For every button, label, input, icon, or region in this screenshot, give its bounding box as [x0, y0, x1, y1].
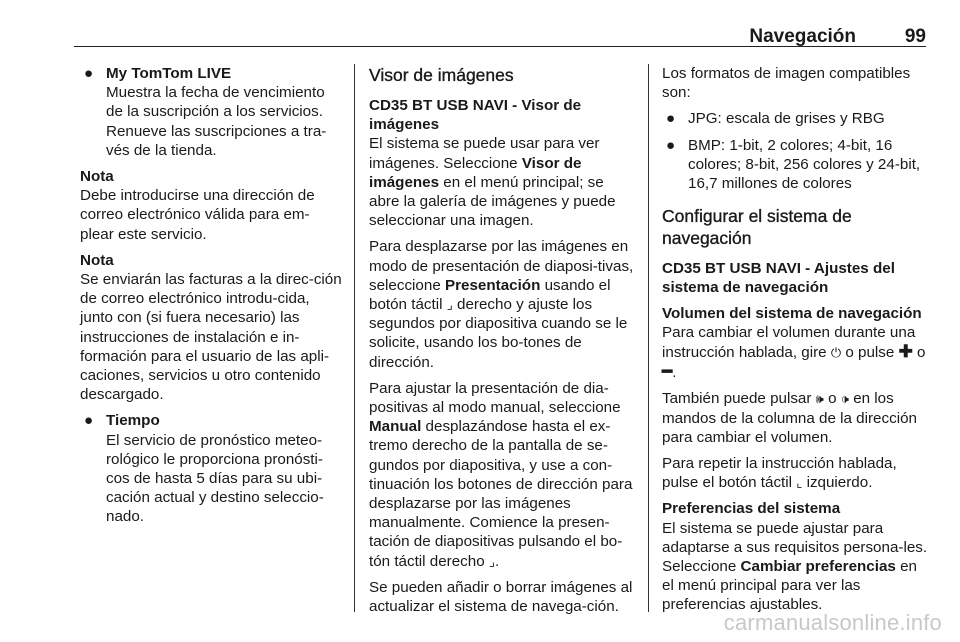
- text-run: Para desplazarse por las imágenes en modo de presentación de diaposi-tivas, seleccione: [369, 238, 634, 294]
- note-text: Se enviarán las facturas a la direc-ción de correo electrónico introdu-cida, junto con (si fuera necesario) las instrucciones de instalación e in-formación para el usuario de las apli-caciones, servicios u otro contenido descargado.: [80, 271, 342, 404]
- bullet-icon: ●: [84, 412, 94, 430]
- text-run: en los mandos de la columna de la dirección para cambiar el volumen.: [662, 390, 917, 446]
- note: [80, 167, 342, 244]
- text-run: o pulse: [841, 344, 899, 362]
- column-divider: [354, 64, 355, 612]
- list-item: [80, 64, 342, 160]
- page-header: [74, 24, 926, 47]
- subsection-heading: CD35 BT USB NAVI - Ajustes del sistema de navegación: [662, 260, 895, 297]
- text-run: o: [912, 344, 926, 362]
- item-text: JPG: escala de grises y RBG: [688, 110, 885, 128]
- menu-term: Visor de imágenes: [369, 154, 582, 191]
- note-label: Nota: [80, 251, 114, 269]
- paragraph: [369, 134, 635, 230]
- page-number: 99: [904, 26, 926, 47]
- right-corner-icon: ⌟: [488, 553, 495, 569]
- bullet-icon: ●: [84, 65, 94, 82]
- paragraph: [369, 379, 635, 571]
- text-run: El sistema se puede ajustar para adaptarse a sus requisitos persona-les. Seleccione: [662, 519, 928, 576]
- text-run: en el menú principal; se abre la galería de imágenes y puede seleccionar una imagen.: [369, 173, 616, 230]
- paragraph-title: Preferencias del sistema: [662, 500, 841, 518]
- column-divider: [648, 64, 649, 612]
- volume-knob-icon: ⏻: [830, 345, 842, 361]
- list-item: [662, 109, 932, 128]
- section-heading: Configurar el sistema de navegación: [662, 206, 852, 249]
- paragraph: [662, 499, 932, 614]
- watermark: carmanualsonline.info: [723, 610, 942, 635]
- text-run: en el menú principal para ver las preferencias ajustables.: [662, 558, 917, 614]
- text-run: .: [672, 364, 677, 382]
- item-title: My TomTom LIVE: [106, 65, 232, 82]
- volume-down-icon: 🕩: [840, 391, 849, 407]
- paragraph: [662, 389, 932, 447]
- text-run: Para cambiar el volumen durante una instrucción hablada, gire: [662, 323, 916, 362]
- volume-up-icon: 🕪: [815, 391, 824, 407]
- paragraph-title: Volumen del sistema de navegación: [662, 304, 922, 322]
- text-run: .: [494, 552, 500, 570]
- list-item: [80, 411, 342, 526]
- text-run: izquierdo.: [802, 474, 873, 492]
- text-run: Para ajustar la presentación de dia-positivas al modo manual, seleccione: [369, 379, 621, 417]
- item-text: El servicio de pronóstico meteo-rológico le proporciona pronósti-cos de hasta 5 días para su ubi-cación actual y destino seleccio-nado.: [106, 431, 324, 526]
- menu-term: Manual: [369, 418, 422, 436]
- bullet-icon: ●: [666, 110, 676, 128]
- item-title: Tiempo: [106, 412, 160, 430]
- menu-term: Cambiar preferencias: [740, 558, 896, 576]
- menu-term: Presentación: [444, 276, 541, 294]
- section-heading: Visor de imágenes: [369, 65, 514, 85]
- paragraph: [662, 304, 932, 383]
- column-middle: [369, 64, 635, 623]
- paragraph: [662, 454, 932, 492]
- left-corner-icon: ⌞: [796, 475, 803, 491]
- right-corner-icon: ⌟: [446, 297, 453, 313]
- item-text: BMP: 1-bit, 2 colores; 4-bit, 16 colores; 8-bit, 256 colores y 24-bit, 16,7 millones de colores: [688, 136, 921, 193]
- page-title: Navegación: [749, 26, 856, 47]
- text-run: derecho y ajuste los segundos por diapositiva cuando se le solicite, usando los bo-tones de dirección.: [369, 296, 628, 371]
- paragraph: Se pueden añadir o borrar imágenes al actualizar el sistema de navega-ción.: [369, 578, 633, 616]
- minus-icon: ━: [662, 362, 673, 382]
- text-run: El sistema se puede usar para ver imágenes. Seleccione: [369, 135, 600, 172]
- plus-icon: ✚: [898, 342, 913, 362]
- text-run: También puede pulsar: [662, 390, 816, 408]
- paragraph: Los formatos de imagen compatibles son:: [662, 65, 911, 102]
- note-label: Nota: [80, 168, 114, 186]
- text-run: o: [823, 390, 841, 408]
- list-item: [662, 136, 932, 194]
- text-run: Para repetir la instrucción hablada, pulse el botón táctil: [662, 455, 897, 492]
- note: [80, 251, 342, 405]
- text-run: desplazándose hasta el ex-tremo derecho de la pantalla de se-gundos por diapositiva, y use a con-tinuación los botones de dirección para desplazarse por las imágenes manualmente. Comience la presen-tación de diapositivas pulsando el bo-tón táctil derecho: [369, 418, 633, 570]
- paragraph: [369, 237, 635, 371]
- column-left: [80, 64, 342, 534]
- column-right: [662, 64, 932, 622]
- text-run: usando el botón táctil: [369, 276, 611, 314]
- item-text: Muestra la fecha de vencimiento de la suscripción a los servicios. Renueve las suscripciones a tra-vés de la tienda.: [106, 84, 327, 159]
- note-text: Debe introducirse una dirección de correo electrónico válida para em-plear este servicio.: [80, 187, 315, 243]
- subsection-heading: CD35 BT USB NAVI - Visor de imágenes: [369, 97, 582, 134]
- bullet-icon: ●: [666, 136, 676, 154]
